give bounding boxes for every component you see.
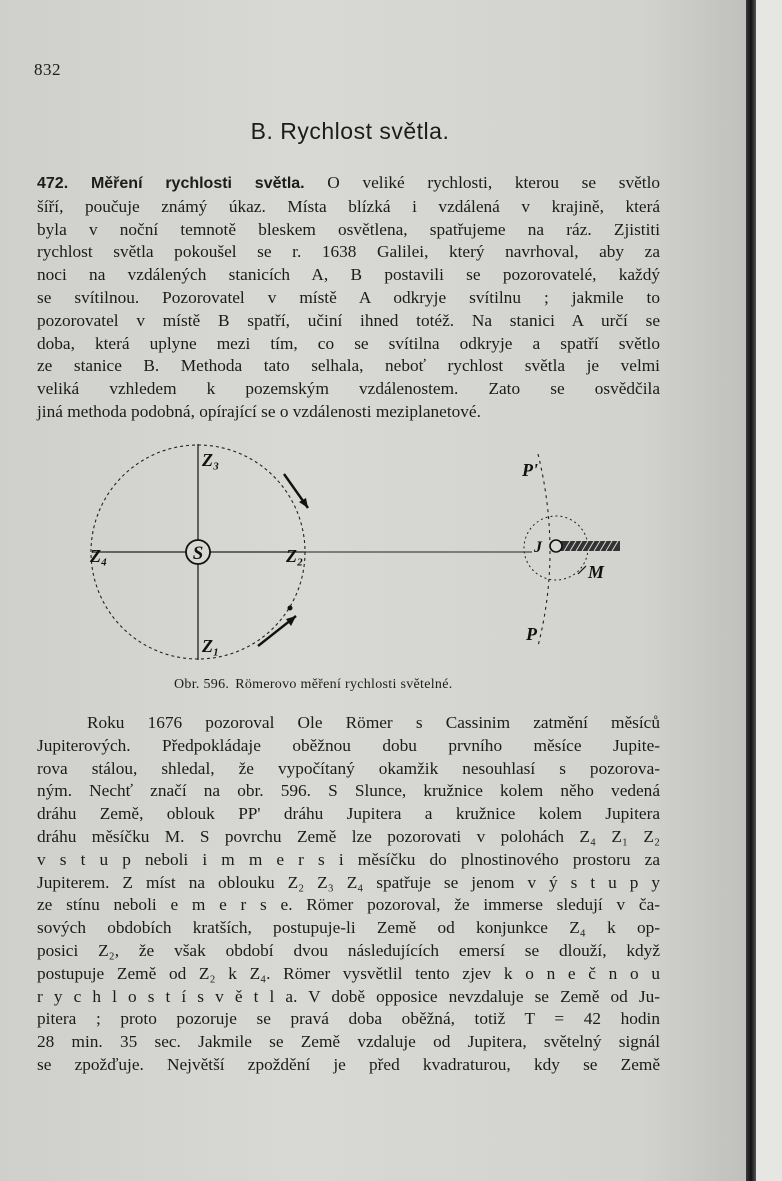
page-number: 832 (34, 60, 61, 79)
label-m: M (588, 562, 605, 582)
roemer-figure (70, 436, 670, 676)
paragraph-line: se svítilnou. Pozorovatel v místě A odkryje svítilnu ; jakmile to (37, 287, 660, 307)
paragraph-line: Jupiterem. Z míst na oblouku Z₂ Z₃ Z₄ spatřuje se jenom v ý s t u p y (37, 872, 660, 892)
paragraph-line: ze stínu neboli e m e r s e. Römer pozoroval, že immerse sledují v ča- (37, 895, 660, 915)
paragraph-roemer (37, 712, 660, 1077)
paragraph-line: se zpožďuje. Největší zpoždění je před kvadraturou, kdy se Země (37, 1054, 660, 1074)
label-p-prime: P' (522, 460, 538, 480)
paragraph-line: Jupiterových. Předpokládaje oběžnou dobu prvního měsíce Jupite- (37, 735, 660, 755)
jupiter-circle (550, 540, 562, 552)
label-z2: Z₂ (286, 546, 304, 566)
paragraph-line: dráhu měsíčku M. S povrchu Země lze pozorovati v polohách Z₄ Z₁ Z₂ (37, 826, 660, 846)
label-z3: Z₃ (202, 450, 220, 470)
paragraph-line: jiná methoda podobná, opírající se o vzdálenosti meziplanetové. (37, 401, 481, 421)
paragraph-line: postupuje Země od Z₂ k Z₄. Römer vysvětlil tento zjev k o n e č n o u (37, 963, 660, 983)
orbit-diagram (70, 436, 670, 676)
arrow-head-lower (286, 616, 296, 626)
paragraph-line: sových obdobích kratších, postupuje-li Země od konjunkce Z₄ k op- (37, 918, 660, 938)
paragraph-line: 28 min. 35 sec. Jakmile se Země vzdaluje od Jupitera, světelný signál (37, 1032, 660, 1052)
paragraph-line: 472. Měření rychlosti světla. O veliké rychlosti, kterou se světlo (37, 173, 661, 192)
paragraph-line: posici Z₂, že však období dvou následujících emersí se dlouží, když (37, 940, 660, 960)
paragraph-line: r y c h l o s t í s v ě t l a. V době opposice nevzdaluje se Země od Ju- (37, 986, 660, 1006)
paragraph-line: dráhu Země, oblouk PP' dráhu Jupitera a kružnice kolem Jupitera (37, 804, 660, 824)
caption-text: Römerovo měření rychlosti světelné. (235, 677, 453, 692)
paragraph-line: ným. Nechť značí na obr. 596. S Slunce, kružnice kolem něho vedená (37, 781, 660, 801)
paragraph-line: v s t u p neboli i m m e r s i měsíčku do plnostinového prostoru za (37, 849, 660, 869)
paragraph-line: veliká vzhledem k pozemským vzdálenostem. Zato se osvědčila (37, 379, 660, 399)
book-spine (746, 0, 756, 1181)
arrow-head-upper (299, 498, 308, 508)
paragraph-line: ze stanice B. Methoda tato selhala, neboť rychlost světla je velmi (37, 356, 660, 376)
paragraph-line: pitera ; proto pozoruje se pravá doba oběžná, totiž T = 42 hodin (37, 1009, 660, 1029)
paragraph-measurement (37, 172, 660, 424)
label-z1: Z₁ (202, 636, 220, 656)
paragraph-line: rychlost světla pokoušel se r. 1638 Galilei, který navrhoval, aby za (37, 242, 660, 262)
label-z4: Z₄ (90, 546, 108, 566)
page-edge (756, 0, 782, 1181)
paragraph-heading: 472. Měření rychlosti světla. (37, 175, 305, 192)
earth-dot (288, 606, 293, 611)
paragraph-line: pozorovatel v místě B spatří, učiní ihned totéž. Na stanici A určí se (37, 310, 660, 330)
figure-caption (174, 677, 453, 693)
paragraph-line: noci na vzdálených stanicích A, B postavili se pozorovatelé, každý (37, 265, 660, 285)
paragraph-line: byla v noční temnotě bleskem osvětlena, spatřujeme na ráz. Zjistiti (37, 219, 660, 239)
sun-label: S (192, 543, 204, 564)
paragraph-line: šíří, poučuje známý úkaz. Místa blízká i vzdálená v krajině, která (37, 196, 660, 216)
paragraph-line: Roku 1676 pozoroval Ole Römer s Cassinim zatmění měsíců (87, 713, 660, 732)
paragraph-line: doba, která uplyne mezi tím, co se svítilna odkryje a spatří světlo (37, 333, 660, 353)
section-title: B. Rychlost světla. (250, 118, 450, 144)
caption-number: Obr. 596. (174, 677, 230, 692)
paragraph-line: rova stálou, shledal, že vypočítaný okamžik nesouhlasí s pozorova- (37, 758, 660, 778)
label-j: J (534, 539, 542, 556)
label-p: P (526, 624, 537, 644)
